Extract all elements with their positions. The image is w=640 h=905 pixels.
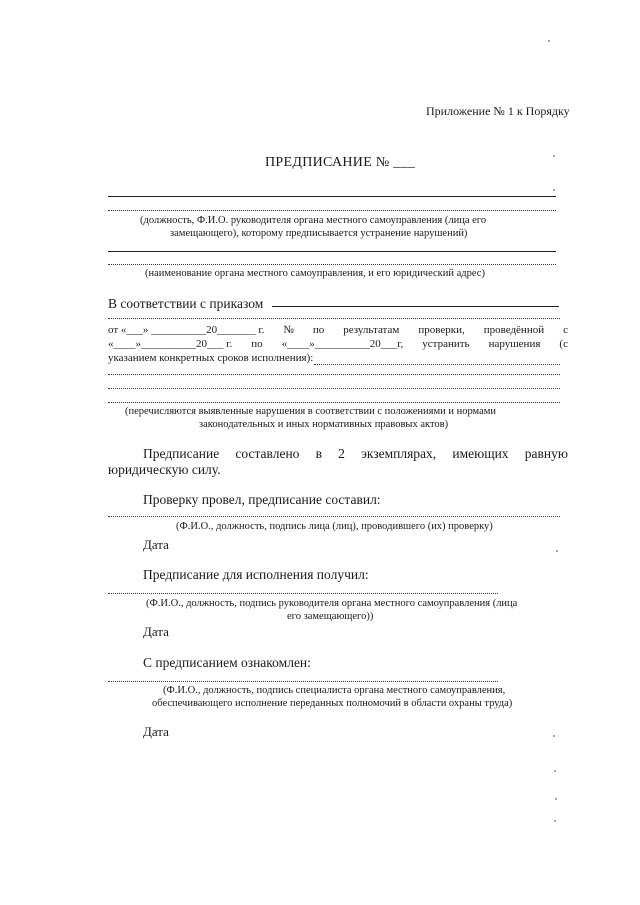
document-title: ПРЕДПИСАНИЕ № ___ (265, 155, 416, 170)
violations-line-3 (108, 402, 560, 403)
para1-line-2 (108, 338, 568, 350)
receiver-line (108, 593, 498, 594)
inspector-line (108, 516, 560, 517)
org-line-1 (108, 251, 556, 252)
para1-word: с (563, 324, 568, 336)
acquainted-date-label: Дата (143, 724, 169, 739)
copies-word: в (315, 446, 322, 461)
para1-word: проверки, (418, 324, 465, 336)
copies-word: равную (524, 446, 568, 461)
receiver-caption-line-1: (Ф.И.О., должность, подпись руководителя органа местного самоуправления (лица (146, 598, 518, 609)
order-line (272, 306, 559, 307)
scan-speck (554, 820, 556, 822)
copies-para-line-1 (143, 446, 568, 462)
para1-word: «____»__________20___ г. (108, 338, 233, 350)
para1-word: результатам (343, 324, 400, 336)
copies-para-line-2: юридическую силу. (108, 462, 221, 477)
para1-word: «____»__________20___г, (281, 338, 404, 350)
violations-line-2 (108, 388, 560, 389)
inspector-caption: (Ф.И.О., должность, подпись лица (лиц), проводившего (их) проверку) (176, 521, 493, 532)
receiver-date-label: Дата (143, 624, 169, 639)
acquainted-caption-line-2: обеспечивающего исполнение переданных полномочий в области охраны труда) (152, 698, 513, 709)
para1-word: (с (559, 338, 568, 350)
recipient-line-1 (108, 196, 556, 197)
recipient-line-2 (108, 210, 556, 211)
deadline-line (314, 364, 560, 365)
receiver-label: Предписание для исполнения получил: (143, 567, 369, 582)
order-label: В соответствии с приказом (108, 296, 264, 311)
para1-word: устранить (422, 338, 470, 350)
para1-word: нарушения (488, 338, 541, 350)
inspector-label: Проверку провел, предписание составил: (143, 492, 381, 507)
copies-word: имеющих (452, 446, 509, 461)
order-line-2 (108, 318, 560, 319)
recipient-caption-line-2: замещающего), которому предписывается устранение нарушений) (170, 228, 468, 239)
violations-line-1 (108, 374, 560, 375)
para1-word: по (312, 324, 325, 336)
scan-speck (555, 798, 557, 800)
para1-word: от «___» __________20_______ г. (108, 324, 265, 336)
org-caption: (наименование органа местного самоуправления, и его юридический адрес) (145, 268, 485, 279)
receiver-caption-line-2: его замещающего)) (287, 611, 374, 622)
org-line-2 (108, 264, 556, 265)
acquainted-label: С предписанием ознакомлен: (143, 655, 311, 670)
para1-word: № (283, 324, 294, 336)
para1-word: проведённой (483, 324, 545, 336)
scan-speck (548, 40, 550, 42)
copies-word: Предписание (143, 446, 220, 461)
para1-word: по (251, 338, 263, 350)
scan-speck (553, 189, 555, 191)
para1-line-1 (108, 324, 568, 336)
para1-line-3: указанием конкретных сроков исполнения): (108, 352, 314, 364)
copies-word: экземплярах, (361, 446, 437, 461)
scan-speck (554, 770, 556, 772)
acquainted-line (108, 681, 498, 682)
scan-speck (556, 550, 558, 552)
copies-word: составлено (235, 446, 300, 461)
copies-word: 2 (338, 446, 345, 461)
acquainted-caption-line-1: (Ф.И.О., должность, подпись специалиста органа местного самоуправления, (163, 685, 506, 696)
appendix-note: Приложение № 1 к Порядку (426, 104, 570, 118)
recipient-caption-line-1: (должность, Ф.И.О. руководителя органа местного самоуправления (лица его (140, 215, 487, 226)
violations-caption-line-1: (перечисляются выявленные нарушения в соответствии с положениями и нормами (125, 406, 497, 417)
violations-caption-line-2: законодательных и иных нормативных правовых актов) (199, 419, 449, 430)
scan-speck (553, 735, 555, 737)
scan-speck (553, 155, 555, 157)
inspector-date-label: Дата (143, 537, 169, 552)
